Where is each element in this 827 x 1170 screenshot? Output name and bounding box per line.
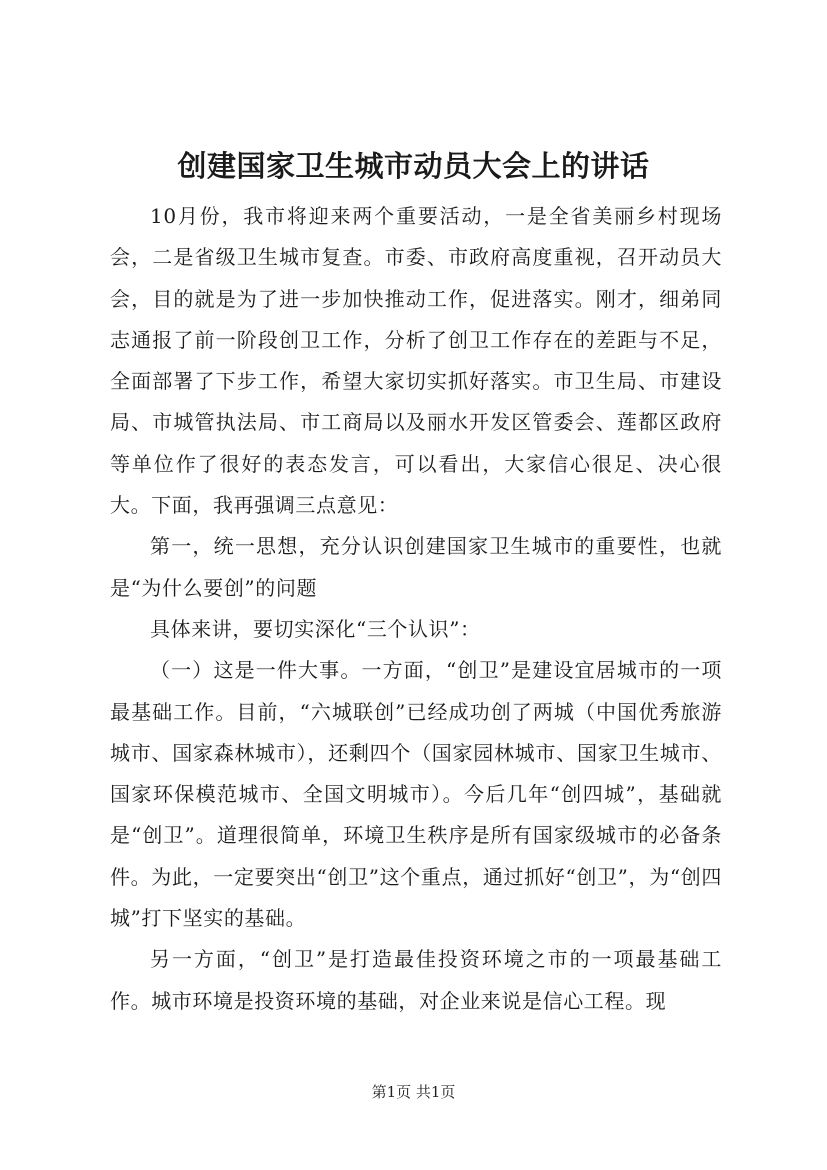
document-body (110, 196, 722, 1022)
page-number-footer: 第1页 共1页 (371, 1083, 456, 1101)
paragraph-other-side: 另一方面，“创卫”是打造最佳投资环境之市的一项最基础工作。城市环境是投资环境的基础，对企业来说是信心工程。现 (110, 947, 722, 1013)
paragraph-big-matter: （一）这是一件大事。一方面，“创卫”是建设宜居城市的一项最基础工作。目前，“六城联创”已经成功创了两城（中国优秀旅游城市、国家森林城市），还剩四个（国家园林城市、国家卫生城市、国家环保模范城市、全国文明城市）。今后几年“创四城”，基础就是“创卫”。道理很简单，环境卫生秩序是所有国家级城市的必备条件。为此，一定要突出“创卫”这个重点，通过抓好“创卫”，为“创四城”打下坚实的基础。 (110, 658, 722, 931)
paragraph-section-one-heading: 第一，统一思想，充分认识创建国家卫生城市的重要性，也就是“为什么要创”的问题 (110, 534, 722, 600)
paragraph-intro: 10月份，我市将迎来两个重要活动，一是全省美丽乡村现场会，二是省级卫生城市复查。市委、市政府高度重视，召开动员大会，目的就是为了进一步加快推动工作，促进落实。刚才，细弟同志通报了前一阶段创卫工作，分析了创卫工作存在的差距与不足，全面部署了下步工作，希望大家切实抓好落实。市卫生局、市建设局、市城管执法局、市工商局以及丽水开发区管委会、莲都区政府等单位作了很好的表态发言，可以看出，大家信心很足、决心很大。下面，我再强调三点意见： (110, 204, 722, 518)
document-title: 创建国家卫生城市动员大会上的讲话 (177, 149, 650, 183)
paragraph-three-understandings: 具体来讲，要切实深化“三个认识”： (150, 616, 481, 641)
